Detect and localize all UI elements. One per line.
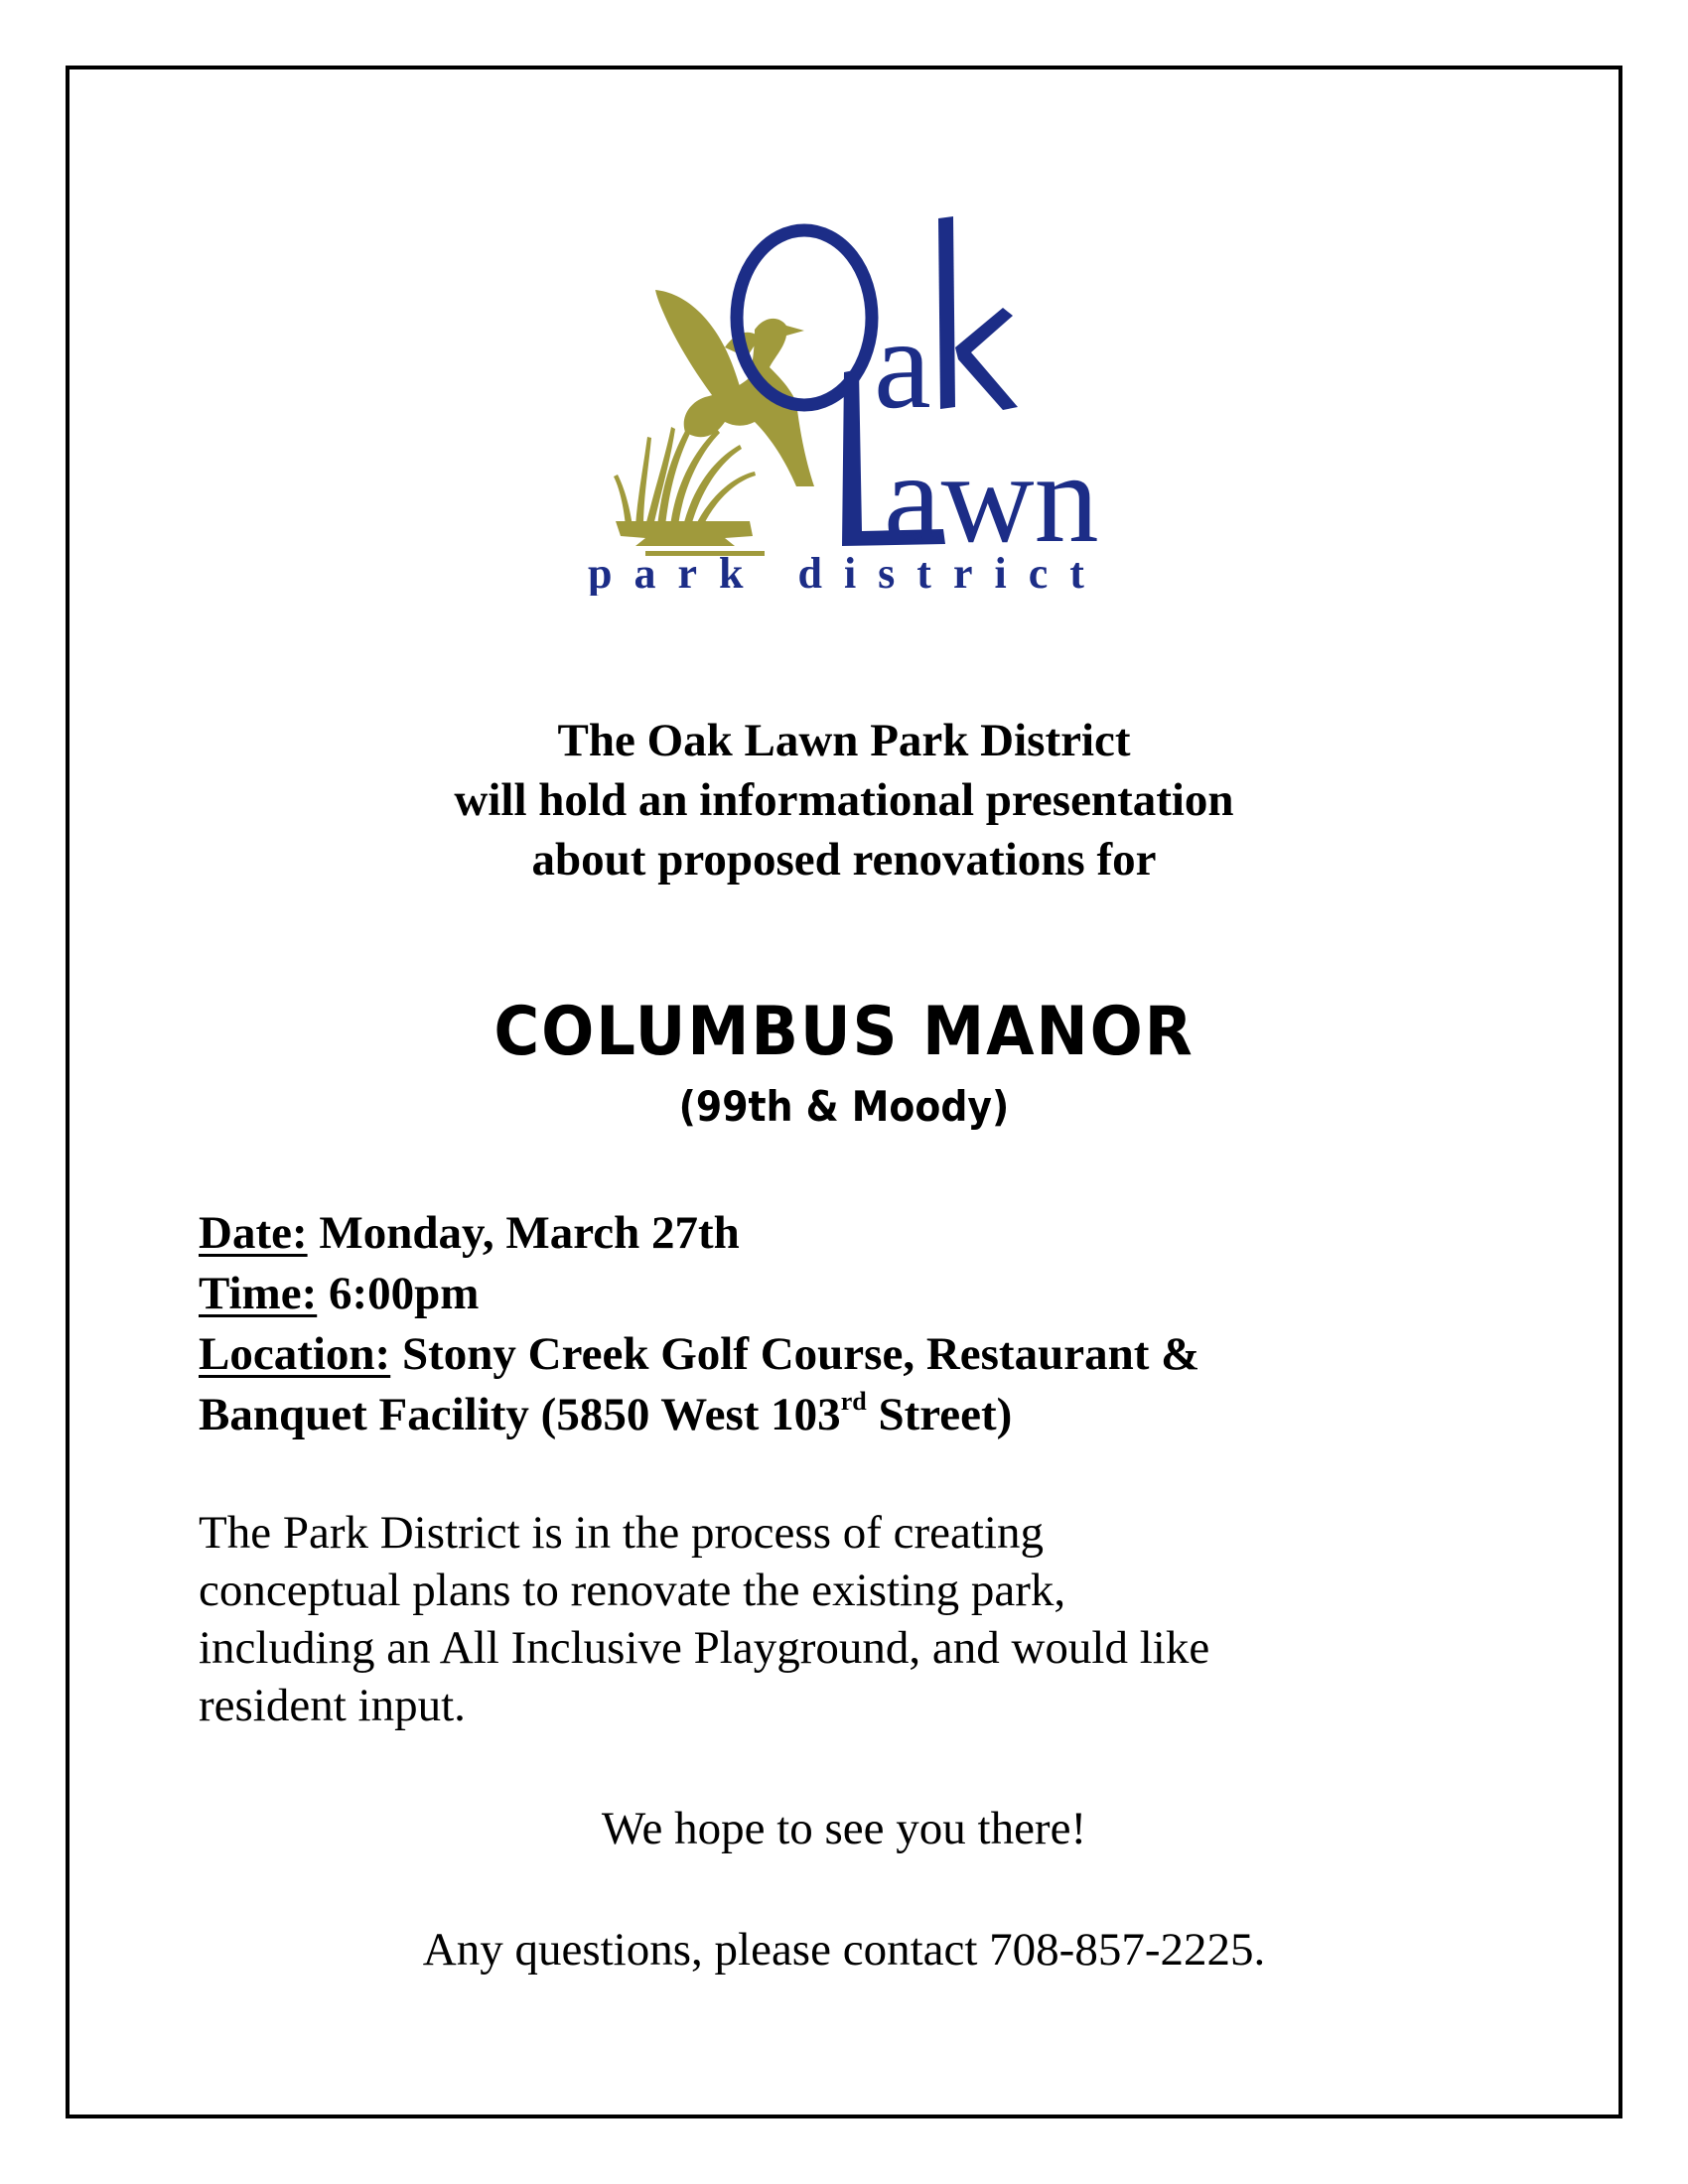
lawn-awn-letters: awn xyxy=(884,427,1099,570)
ordinal-suffix: rd xyxy=(840,1387,867,1416)
location-line-2-prefix: Banquet Facility (5850 West 103 xyxy=(199,1389,841,1440)
location-line-2-suffix: Street) xyxy=(866,1389,1013,1440)
time-row xyxy=(199,1264,1489,1324)
description-line-3: including an All Inclusive Playground, and would like xyxy=(199,1622,1210,1674)
closing-contact: Any questions, please contact 708-857-2225. xyxy=(422,1924,1266,1976)
headline-line-2: will hold an informational presentation xyxy=(454,774,1234,826)
location-row-2 xyxy=(199,1385,1489,1445)
logo-tagline: park district xyxy=(588,549,1106,596)
duck-reeds-logo-icon xyxy=(576,199,1172,596)
oak-lawn-park-district-logo xyxy=(576,199,1172,596)
oak-a-letter: a xyxy=(874,293,931,436)
event-details xyxy=(199,1203,1489,1445)
reeds-icon xyxy=(614,417,765,556)
description-paragraph xyxy=(199,1504,1509,1734)
event-title: COLUMBUS MANOR xyxy=(493,993,1195,1071)
description-line-4: resident input. xyxy=(199,1680,466,1731)
location-line-1: Stony Creek Golf Course, Restaurant & xyxy=(401,1328,1200,1380)
headline-line-3: about proposed renovations for xyxy=(531,834,1157,886)
description-line-2: conceptual plans to renovate the existing park, xyxy=(199,1565,1066,1616)
date-row xyxy=(199,1203,1489,1264)
time-value: 6:00pm xyxy=(328,1268,480,1319)
location-label: Location: xyxy=(199,1328,391,1380)
description-line-1: The Park District is in the process of creating xyxy=(199,1507,1044,1559)
closing-hope: We hope to see you there! xyxy=(601,1803,1087,1854)
headline-line-1: The Oak Lawn Park District xyxy=(557,715,1131,766)
date-label: Date: xyxy=(199,1207,308,1259)
location-row xyxy=(199,1324,1489,1385)
date-value: Monday, March 27th xyxy=(319,1207,740,1259)
time-label: Time: xyxy=(199,1268,318,1319)
event-cross-streets: (99th & Moody) xyxy=(678,1082,1010,1131)
